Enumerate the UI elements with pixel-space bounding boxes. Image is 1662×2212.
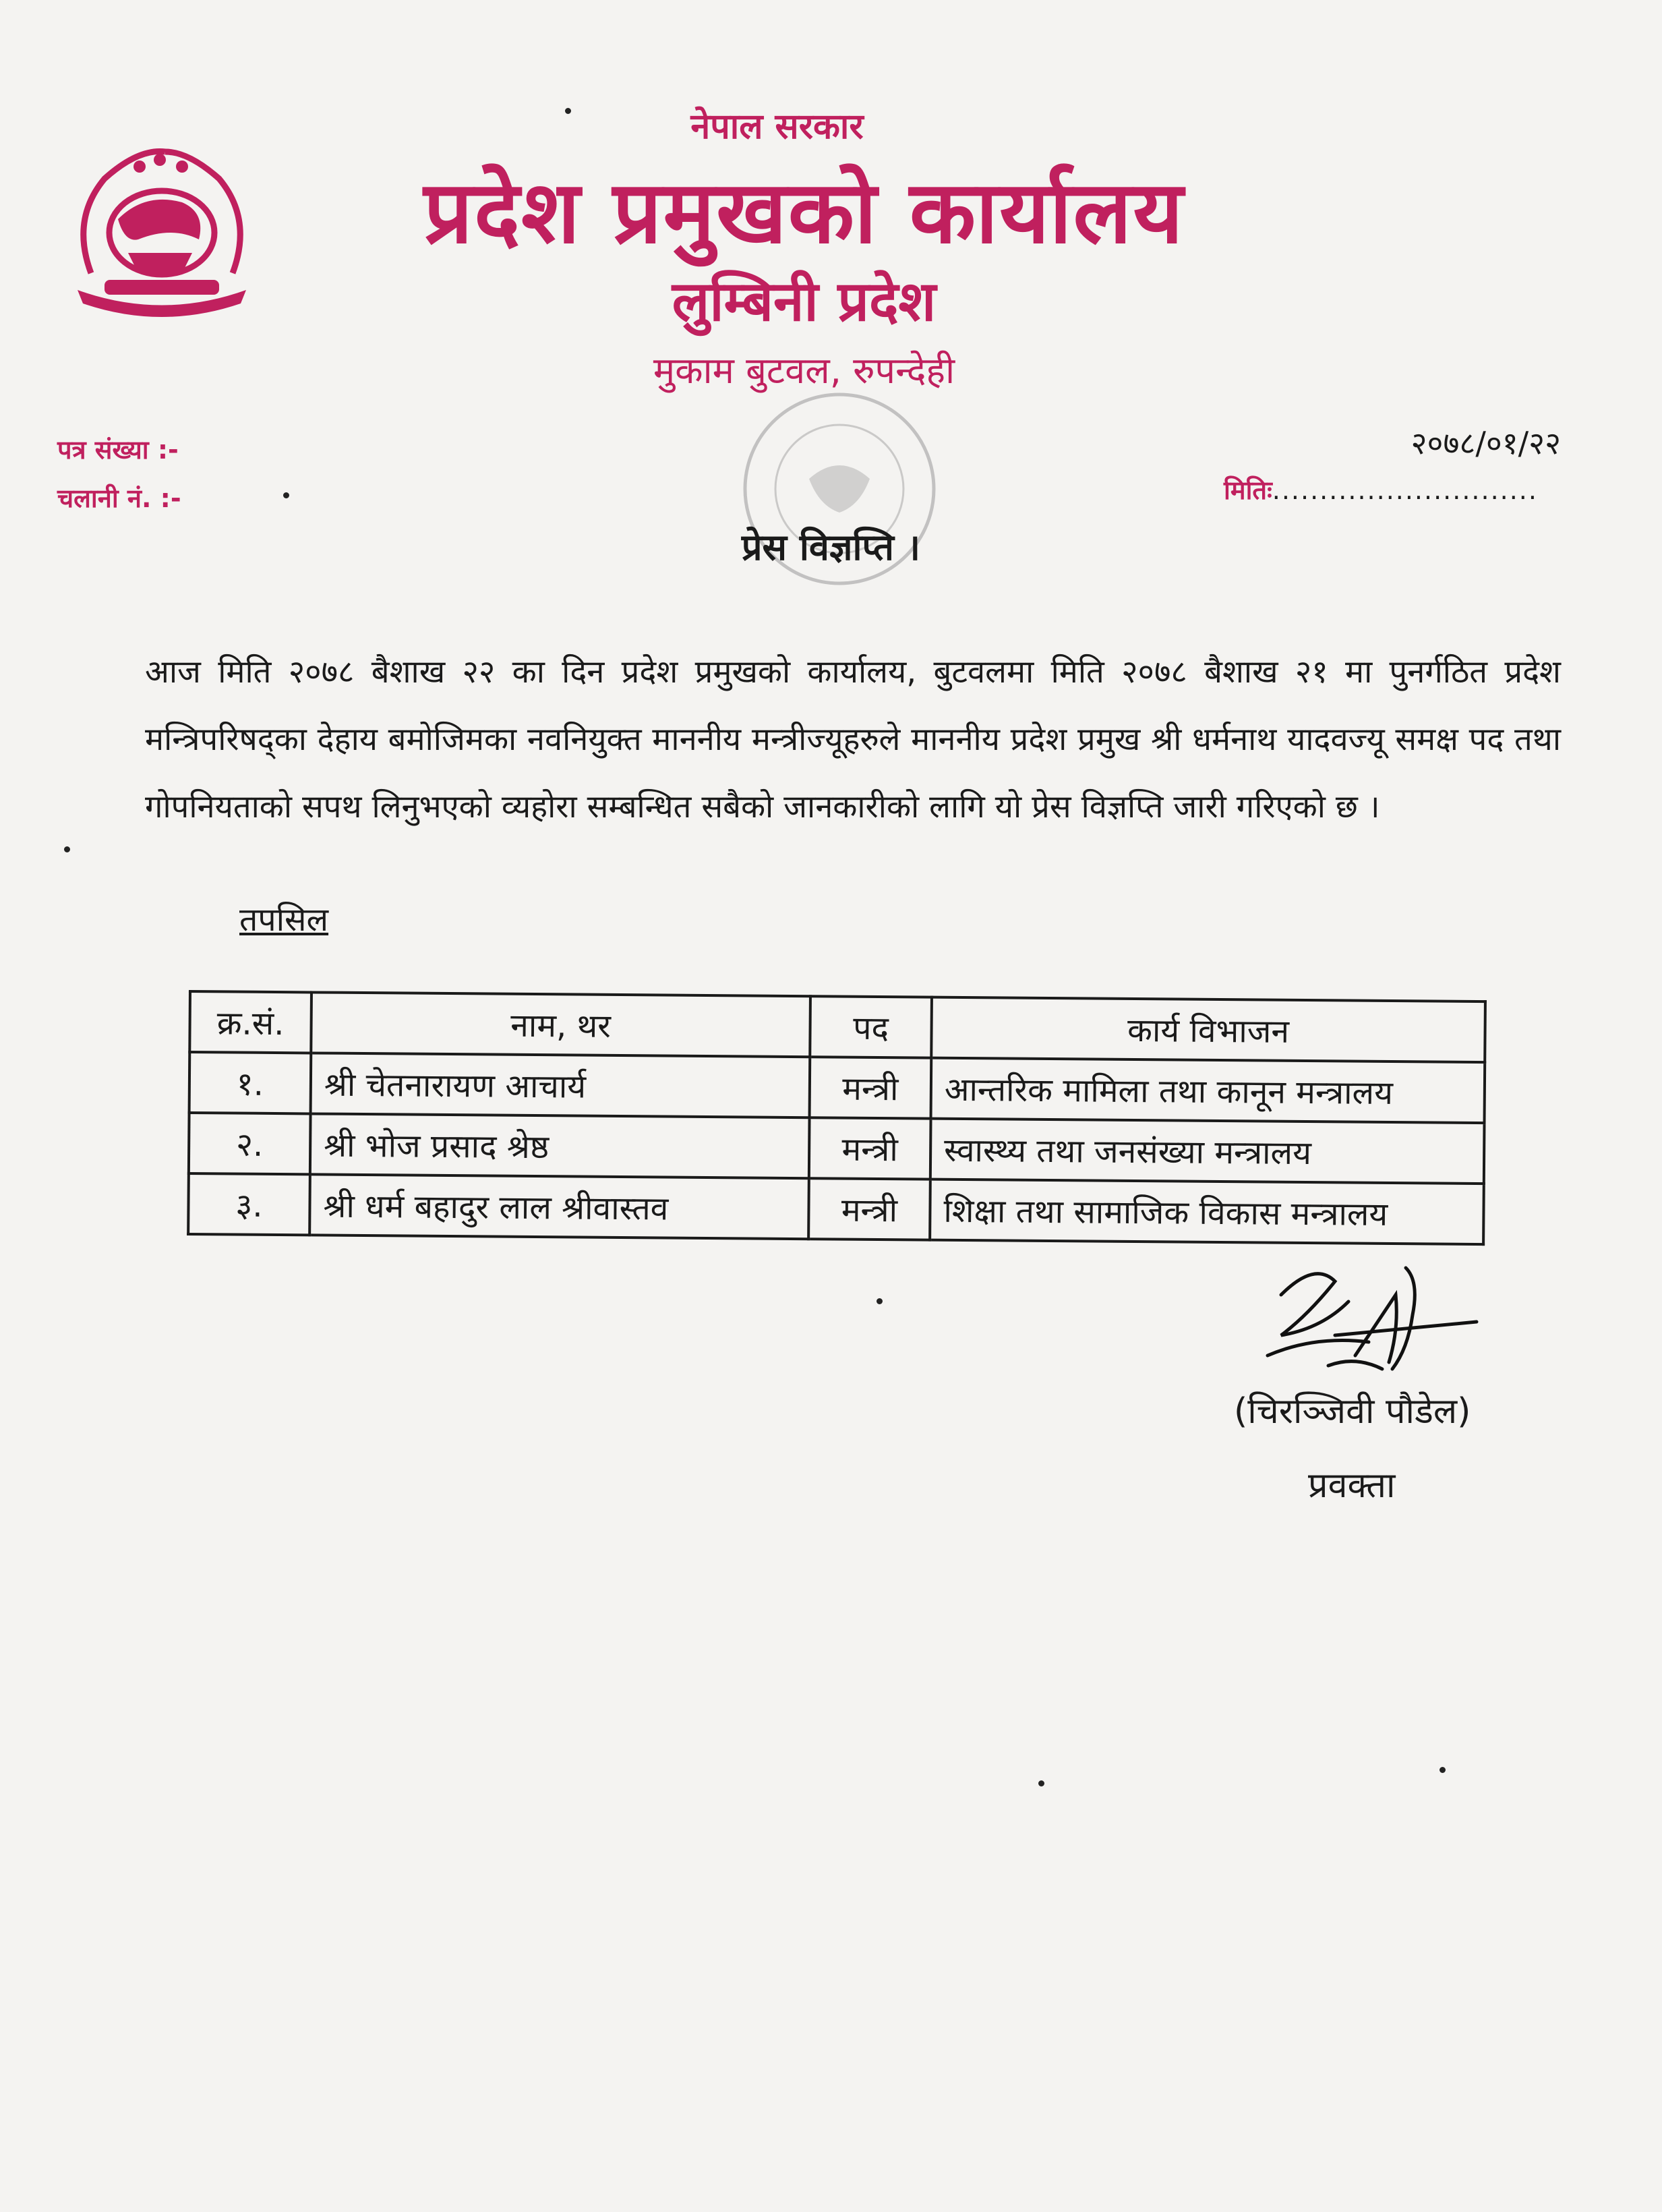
press-release-body: आज मिति २०७८ बैशाख २२ का दिन प्रदेश प्रमुखको कार्यालय, बुटवलमा मिति २०७८ बैशाख २१ मा पुनर्गठित प्रदेश मन्त्रिपरिषद्का देहाय बमोजिमका नवनियुक्त माननीय मन्त्रीज्यूहरुले माननीय प्रदेश प्रमुख श्री धर्मनाथ यादवज्यू समक्ष पद तथा गोपनियताको सपथ लिनुभएको व्यहोरा सम्बन्धित सबैको जानकारीको लागि यो प्रेस विज्ञप्ति जारी गरिएको छ ।	[145, 653, 1561, 825]
serial-cell: १.	[189, 1052, 311, 1113]
scan-speck	[283, 492, 289, 498]
handwritten-date: २०७८/०१/२२	[1411, 425, 1561, 461]
table-row	[189, 1113, 1485, 1184]
scan-speck	[877, 1298, 883, 1304]
signatory-designation: प्रवक्ता	[1308, 1465, 1396, 1506]
date-label: मितिः	[1224, 475, 1272, 505]
portfolio-cell: आन्तरिक मामिला तथा कानून मन्त्रालय	[931, 1058, 1485, 1123]
press-release-title: प्रेस विज्ञप्ति ।	[741, 526, 921, 569]
office-name: प्रदेश प्रमुखको कार्यालय	[423, 163, 1185, 263]
handwritten-signature	[1254, 1254, 1483, 1389]
table-header-row	[189, 991, 1485, 1062]
province-name: लुम्बिनी प्रदेश	[672, 270, 937, 334]
serial-cell: ३.	[188, 1173, 310, 1235]
office-address: मुकाम बुटवल, रुपन्देही	[653, 349, 955, 392]
scan-speck	[1440, 1767, 1446, 1773]
details-heading: तपसिल	[239, 901, 329, 939]
table-row	[189, 1052, 1485, 1123]
table-row	[188, 1173, 1484, 1244]
date-dotted-line: ............................	[1272, 475, 1538, 505]
name-cell: श्री धर्म बहादुर लाल श्रीवास्तव	[309, 1174, 809, 1239]
col-post-header: पद	[810, 996, 932, 1057]
ministers-table	[187, 990, 1487, 1246]
col-portfolio-header: कार्य विभाजन	[931, 997, 1485, 1062]
letter-number-label: पत्र संख्या :-	[57, 435, 179, 465]
name-cell: श्री चेतनारायण आचार्य	[311, 1053, 810, 1117]
signatory-name: (चिरञ्जिवी पौडेल)	[1234, 1391, 1471, 1432]
date-field	[1224, 472, 1538, 507]
portfolio-cell: स्वास्थ्य तथा जनसंख्या मन्त्रालय	[930, 1119, 1485, 1184]
scan-speck	[64, 846, 70, 852]
scan-speck	[565, 108, 571, 114]
government-name: नेपाल सरकार	[690, 107, 864, 147]
dispatch-number-label: चलानी नं. :-	[57, 484, 181, 513]
scan-speck	[1038, 1780, 1044, 1786]
col-name-header: नाम, थर	[311, 992, 810, 1057]
post-cell: मन्त्री	[808, 1178, 930, 1240]
post-cell: मन्त्री	[810, 1057, 932, 1118]
col-serial-header: क्र.सं.	[189, 991, 311, 1053]
serial-cell: २.	[189, 1113, 311, 1174]
post-cell: मन्त्री	[809, 1117, 931, 1179]
name-cell: श्री भोज प्रसाद श्रेष्ठ	[310, 1113, 810, 1178]
portfolio-cell: शिक्षा तथा सामाजिक विकास मन्त्रालय	[930, 1180, 1484, 1244]
